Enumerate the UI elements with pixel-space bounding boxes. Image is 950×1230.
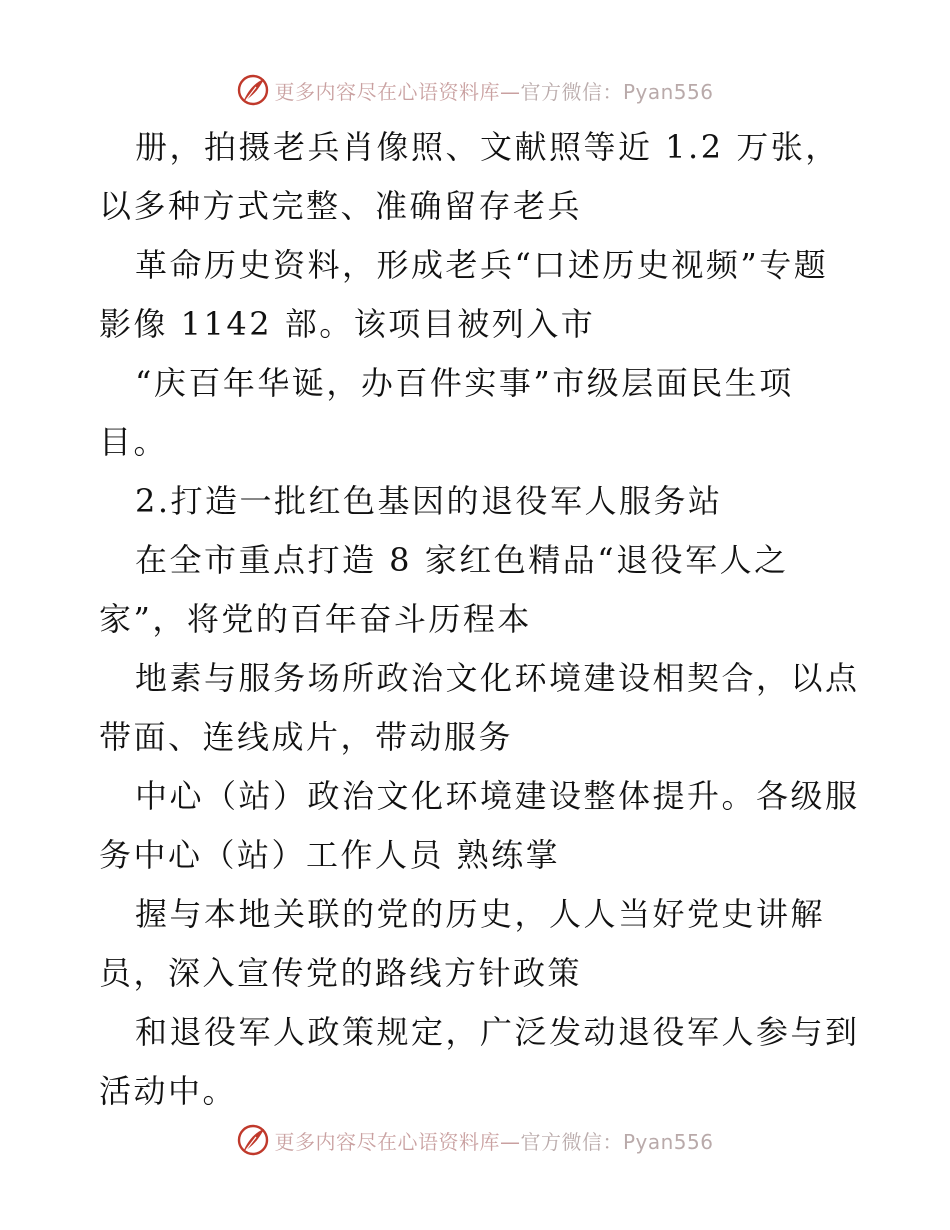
text-line: 影像 1142 部。该项目被列入市	[99, 305, 596, 343]
watermark-wechat-text: 官方微信：Pyan556	[520, 1129, 714, 1154]
text-line: 员，深入宣传党的路线方针政策	[99, 954, 583, 992]
text-line: 带面、连线成片，带动服务	[99, 718, 514, 756]
text-line: 册，拍摄老兵肖像照、文献照等近 1.2 万张，	[135, 128, 840, 166]
text-line: 和退役军人政策规定，广泛发动退役军人参与到	[135, 1013, 860, 1051]
watermark-wechat-text: 官方微信：Pyan556	[520, 79, 714, 104]
text-line: 活动中。	[99, 1072, 238, 1110]
watermark-site-text: 更多内容尽在心语资料库	[274, 1129, 500, 1154]
footer-watermark	[0, 1120, 950, 1160]
watermark-dash: —	[499, 1129, 521, 1154]
watermark-dash: —	[499, 79, 521, 104]
text-line: 目。	[99, 423, 169, 461]
watermark-text	[274, 76, 713, 105]
document-body	[99, 118, 859, 1121]
text-line: 中心（站）政治文化环境建设整体提升。各级服	[135, 777, 860, 815]
text-line: 握与本地关联的党的历史，人人当好党史讲解	[135, 895, 826, 933]
text-line: 地素与服务场所政治文化环境建设相契合，以点	[135, 659, 860, 697]
text-line: 务中心（站）工作人员 熟练掌	[99, 836, 561, 874]
text-line: 以多种方式完整、准确留存老兵	[99, 187, 583, 225]
text-line: 在全市重点打造 8 家红色精品“退役军人之	[135, 541, 789, 579]
watermark-site-text: 更多内容尽在心语资料库	[274, 79, 500, 104]
text-line: 革命历史资料，形成老兵“口述历史视频”专题	[135, 246, 829, 284]
section-heading: 2.打造一批红色基因的退役军人服务站	[135, 482, 723, 520]
header-watermark	[0, 70, 950, 110]
text-line: “庆百年华诞，办百件实事”市级层面民生项	[135, 364, 794, 402]
watermark-text	[274, 1126, 713, 1155]
red-pen-feather-icon	[236, 1123, 270, 1157]
red-pen-feather-icon	[236, 73, 270, 107]
text-line: 家”，将党的百年奋斗历程本	[99, 600, 532, 638]
